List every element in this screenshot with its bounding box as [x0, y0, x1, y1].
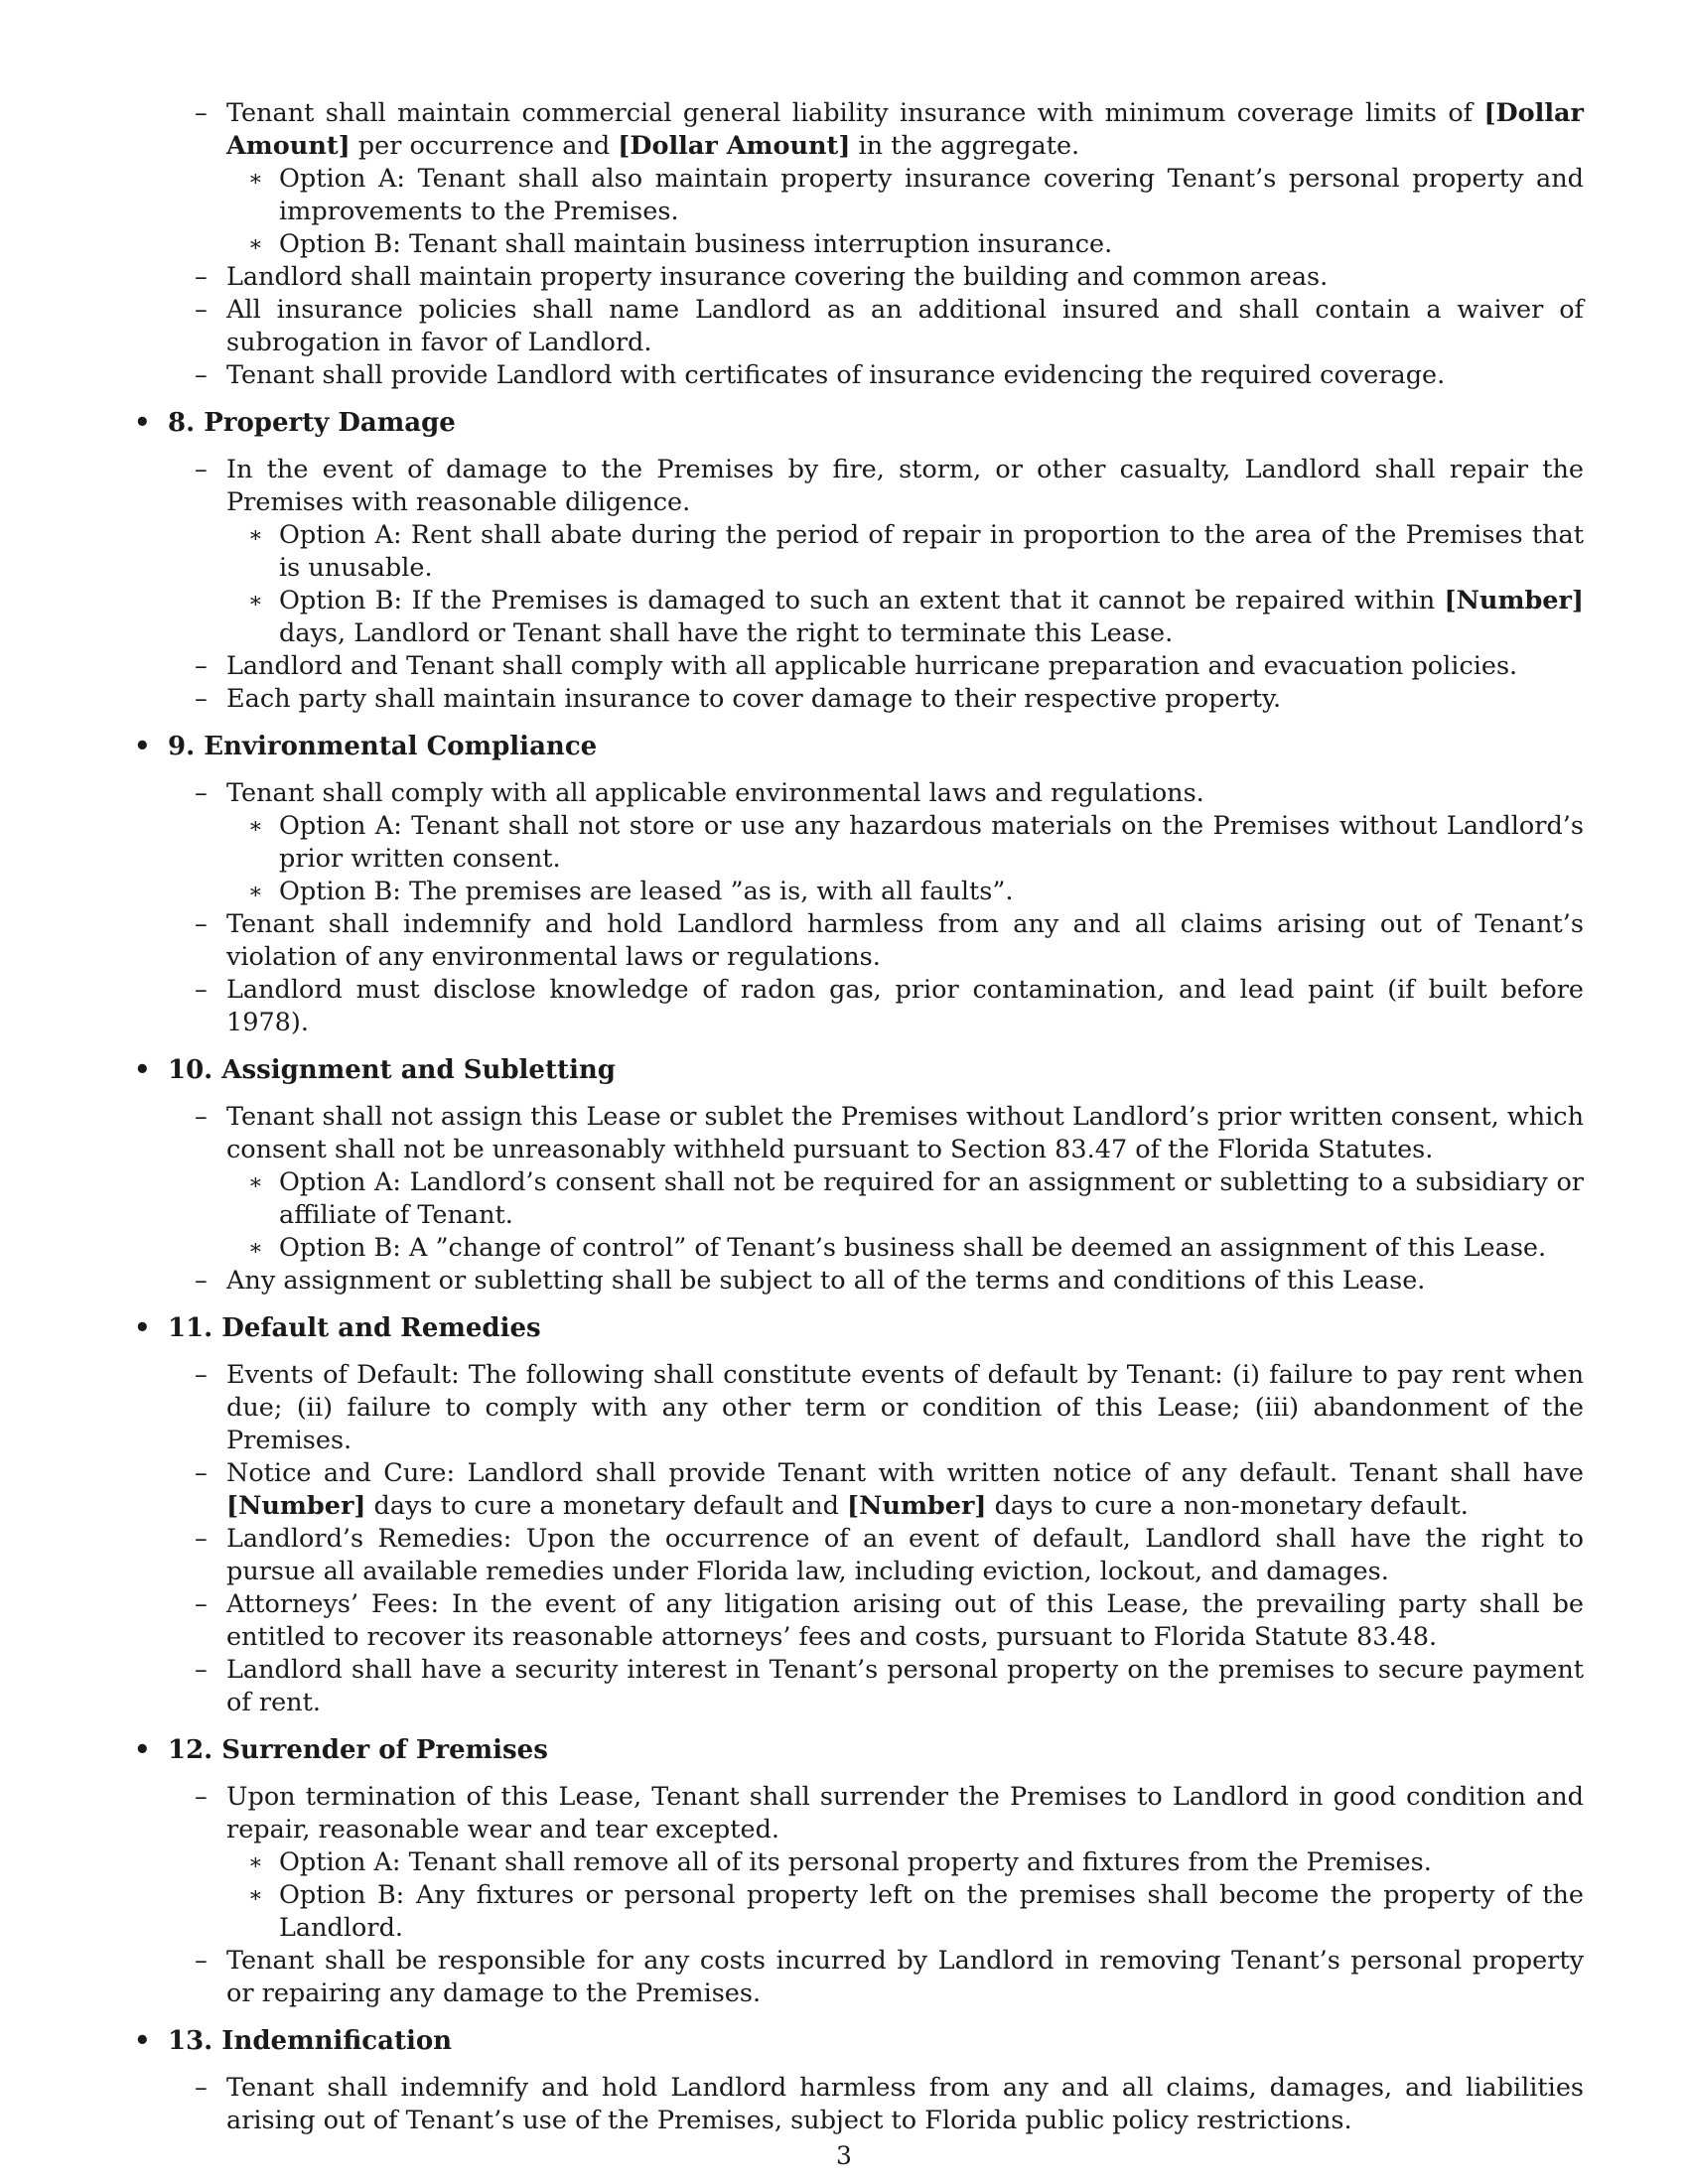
asterisk-marker: ∗: [248, 880, 263, 904]
option-item: ∗ Option B: Any fixtures or personal property left on the premises shall become the property of the Landlord.: [248, 1880, 1584, 1943]
asterisk-marker: ∗: [248, 1850, 263, 1875]
dash-marker: –: [195, 684, 208, 714]
placeholder-field: [Number]: [226, 1491, 366, 1521]
section-heading: • 13. Indemnification: [134, 2026, 453, 2056]
option-item: ∗ Option A: Tenant shall remove all of its personal property and fixtures from the Premises.: [248, 1847, 1432, 1877]
section-property-damage: [134, 406, 1584, 716]
list-item: – Landlord and Tenant shall comply with all applicable hurricane preparation and evacuation policies.: [195, 651, 1518, 681]
list-item: – Any assignment or subletting shall be subject to all of the terms and conditions of this Lease.: [195, 1266, 1426, 1296]
dash-marker: –: [195, 2073, 208, 2103]
dash-marker: –: [195, 455, 208, 484]
placeholder-field: [Number]: [1444, 586, 1584, 615]
list-item: – Each party shall maintain insurance to cover damage to their respective property.: [195, 684, 1282, 714]
asterisk-marker: ∗: [248, 1170, 263, 1195]
list-item: – Landlord shall maintain property insurance covering the building and common areas.: [195, 262, 1329, 292]
placeholder-field: [Dollar Amount]: [226, 98, 1584, 161]
dash-marker: –: [195, 1102, 208, 1132]
list-item: – Upon termination of this Lease, Tenant shall surrender the Premises to Landlord in good condition and repair, reasonable wear and tear excepted.: [195, 1782, 1584, 1844]
asterisk-marker: ∗: [248, 1236, 263, 1261]
placeholder-field: [Dollar Amount]: [618, 131, 851, 161]
bullet-marker: •: [134, 1055, 151, 1085]
dash-marker: –: [195, 909, 208, 939]
dash-marker: –: [195, 1782, 208, 1812]
dash-marker: –: [195, 360, 208, 390]
list-item: – Tenant shall provide Landlord with certificates of insurance evidencing the required coverage.: [195, 360, 1446, 390]
section-heading: • 9. Environmental Compliance: [134, 732, 598, 761]
list-item: – All insurance policies shall name Landlord as an additional insured and shall contain a waiver of subrogation in favor of Landlord.: [195, 295, 1584, 357]
option-item: ∗ Option B: Tenant shall maintain business interruption insurance.: [248, 229, 1113, 259]
bullet-marker: •: [134, 2026, 151, 2056]
list-item: – Landlord’s Remedies: Upon the occurrence of an event of default, Landlord shall have the right to pursue all available remedies under Florida law, including eviction, lockout, and damages.: [195, 1524, 1584, 1586]
dash-marker: –: [195, 1360, 208, 1390]
section-default-remedies: [134, 1311, 1584, 1719]
section-environmental-compliance: [134, 730, 1584, 1039]
list-item: – Events of Default: The following shall constitute events of default by Tenant: (i) failure to pay rent when due; (ii) failure to comply with any other term or condition of this Lease; (iii) abandonment of the Premises.: [195, 1360, 1584, 1455]
dash-marker: –: [195, 1655, 208, 1685]
section-heading: • 8. Property Damage: [134, 408, 456, 438]
section-heading: • 12. Surrender of Premises: [134, 1735, 548, 1765]
asterisk-marker: ∗: [248, 1883, 263, 1908]
dash-marker: –: [195, 98, 208, 128]
option-item: ∗ Option A: Rent shall abate during the period of repair in proportion to the area of the Premises that is unusable.: [248, 520, 1584, 583]
dash-marker: –: [195, 262, 208, 292]
asterisk-marker: ∗: [248, 523, 263, 548]
bullet-marker: •: [134, 1735, 151, 1765]
option-item: ∗ Option B: A ”change of control” of Tenant’s business shall be deemed an assignment of this Lease.: [248, 1233, 1547, 1263]
list-item: – Tenant shall comply with all applicable environmental laws and regulations.: [195, 778, 1204, 808]
option-item: ∗ Option B: The premises are leased ”as is, with all faults”.: [248, 877, 1014, 906]
list-item: – Tenant shall be responsible for any costs incurred by Landlord in removing Tenant’s personal property or repairing any damage to the Premises.: [195, 1946, 1584, 2008]
dash-marker: –: [195, 778, 208, 808]
list-item: – Tenant shall not assign this Lease or sublet the Premises without Landlord’s prior written consent, which consent shall not be unreasonably withheld pursuant to Section 83.47 of the Florida Statutes.: [195, 1102, 1584, 1164]
placeholder-field: [Number]: [847, 1491, 987, 1521]
bullet-marker: •: [134, 732, 151, 761]
dash-marker: –: [195, 1946, 208, 1976]
list-item: – Tenant shall indemnify and hold Landlord harmless from any and all claims arising out of Tenant’s violation of any environmental laws or regulations.: [195, 909, 1584, 972]
page-number: 3: [836, 2141, 852, 2170]
asterisk-marker: ∗: [248, 232, 263, 257]
dash-marker: –: [195, 295, 208, 325]
option-item: ∗ Option A: Landlord’s consent shall not be required for an assignment or subletting to a subsidiary or affiliate of Tenant.: [248, 1167, 1584, 1230]
dash-marker: –: [195, 1524, 208, 1554]
list-item: – In the event of damage to the Premises by fire, storm, or other casualty, Landlord shall repair the Premises with reasonable diligence.: [195, 455, 1584, 517]
section-assignment-subletting: [134, 1053, 1584, 1297]
list-item: – Tenant shall maintain commercial general liability insurance with minimum coverage limits of [Dollar Amount] per occurrence and [Dollar Amount] in the aggregate.: [195, 98, 1584, 161]
dash-marker: –: [195, 1458, 208, 1488]
dash-marker: –: [195, 1589, 208, 1619]
dash-marker: –: [195, 1266, 208, 1296]
dash-marker: –: [195, 975, 208, 1005]
list-item: – Landlord must disclose knowledge of radon gas, prior contamination, and lead paint (if built before 1978).: [195, 975, 1584, 1037]
bullet-marker: •: [134, 408, 151, 438]
option-item: ∗ Option A: Tenant shall also maintain property insurance covering Tenant’s personal property and improvements to the Premises.: [248, 164, 1584, 226]
asterisk-marker: ∗: [248, 814, 263, 839]
section-surrender-premises: [134, 1733, 1584, 2010]
section-indemnification: [134, 2024, 1584, 2137]
bullet-marker: •: [134, 1313, 151, 1343]
list-item: – Landlord shall have a security interest in Tenant’s personal property on the premises to secure payment of rent.: [195, 1655, 1584, 1717]
dash-marker: –: [195, 651, 208, 681]
asterisk-marker: ∗: [248, 589, 263, 614]
list-item: – Attorneys’ Fees: In the event of any litigation arising out of this Lease, the prevailing party shall be entitled to recover its reasonable attorneys’ fees and costs, pursuant to Florida Statute 83.48.: [195, 1589, 1584, 1652]
option-item: ∗ Option A: Tenant shall not store or use any hazardous materials on the Premises without Landlord’s prior written consent.: [248, 811, 1584, 874]
list-item: – Notice and Cure: Landlord shall provide Tenant with written notice of any default. Tenant shall have [Number] days to cure a monetary default and [Number] days to cure a non-monetary default.: [195, 1458, 1584, 1521]
section-heading: • 10. Assignment and Subletting: [134, 1055, 616, 1085]
option-item: ∗ Option B: If the Premises is damaged to such an extent that it cannot be repaired within [Number] days, Landlord or Tenant shall have the right to terminate this Lease.: [248, 586, 1584, 648]
document-page: [134, 97, 1584, 2151]
asterisk-marker: ∗: [248, 167, 263, 192]
list-item: – Tenant shall indemnify and hold Landlord harmless from any and all claims, damages, and liabilities arising out of Tenant’s use of the Premises, subject to Florida public policy restrictions.: [195, 2073, 1584, 2135]
section-7-continuation: [134, 97, 1584, 392]
section-heading: • 11. Default and Remedies: [134, 1313, 541, 1343]
